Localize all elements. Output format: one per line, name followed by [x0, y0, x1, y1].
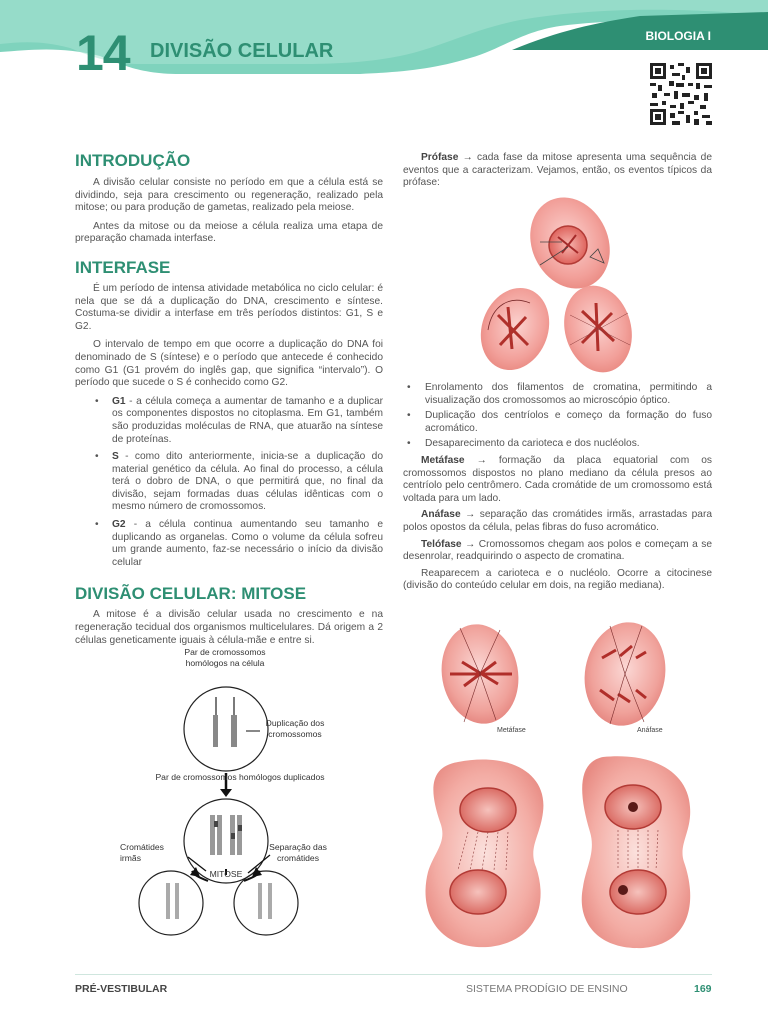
interfase-paragraph-1: É um período de intensa atividade metabólica no ciclo celular: é nela que se dá a duplicação do DNA, crescimento e síntese. Costuma-se dividir a interfase em três períodos distintos: G1, S e G2.	[75, 282, 383, 332]
telophase-illustration	[418, 752, 718, 952]
label-line: cromossomos	[268, 728, 322, 739]
metafase-paragraph	[403, 455, 712, 505]
qr-code-icon[interactable]	[650, 63, 712, 125]
interfase-heading: INTERFASE	[75, 257, 171, 277]
arrow-icon: →	[465, 538, 476, 550]
label-line: irmãs	[120, 852, 142, 863]
chapter-number: 14	[76, 25, 130, 81]
chapter-title: DIVISÃO CELULAR	[150, 40, 334, 62]
footer-center: SISTEMA PRODÍGIO DE ENSINO	[466, 983, 628, 995]
prophase-illustration	[470, 195, 640, 385]
telofase-paragraph	[403, 539, 712, 564]
subject-label: BIOLOGIA I	[645, 29, 711, 43]
label-duplicated-pair: Par de cromossomos homólogos duplicados	[155, 772, 325, 782]
list-item	[112, 396, 383, 446]
arrow-icon: →	[476, 454, 487, 466]
footer-divider	[75, 974, 712, 975]
anafase-paragraph	[403, 509, 712, 534]
label-line: homólogos na célula	[185, 657, 265, 668]
intro-paragraph-1: A divisão celular consiste no período em que a célula está se dividindo, seja para crescimento ou regeneração, realizado pela mitose; ou para produção de gametas, realizado pela meiose.	[75, 177, 383, 214]
phase-text: - a célula começa a aumentar de tamanho e a duplicar os componentes dispostos no citoplasma. Em G1, também são produzidas moléculas de RNA, que atuarão na síntese de proteínas.	[112, 395, 383, 445]
list-item	[112, 519, 383, 569]
mitose-heading: DIVISÃO CELULAR: MITOSE	[75, 584, 307, 604]
label-mitose: MITOSE	[209, 869, 243, 879]
label-homologous-pair	[165, 647, 285, 668]
anafase-term: Anáfase	[421, 509, 461, 521]
phase-term: G1	[112, 395, 126, 407]
right-column	[403, 152, 712, 190]
phase-text: - a célula continua aumentando seu tamanho e duplicando as organelas. Como o volume da célula sofreu um grande aumento, faz-se necessário o início da divisão celular	[112, 519, 383, 568]
list-item: • Duplicação dos centríolos e começo da formação do fuso acromático.	[425, 410, 712, 435]
label-line: Cromátides	[120, 842, 164, 852]
profase-term: Prófase	[421, 152, 459, 163]
label-line: Separação das	[269, 842, 327, 852]
profase-list	[403, 382, 712, 451]
phase-list	[75, 396, 383, 570]
phase-term: S	[112, 451, 119, 463]
label-duplication	[255, 718, 335, 739]
label-line: cromátides	[276, 852, 320, 863]
right-column-continued	[403, 382, 712, 593]
profase-paragraph	[403, 152, 712, 190]
telofase-term: Telófase	[421, 538, 462, 550]
phase-term: G2	[112, 519, 126, 531]
arrow-icon: →	[462, 152, 473, 163]
label-line: Duplicação dos	[265, 718, 325, 728]
mitosis-diagram-drawing	[120, 645, 360, 945]
page-number: 169	[694, 983, 712, 995]
label-chromatid-separation	[258, 842, 338, 863]
list-item: • Enrolamento dos filamentos de cromatina, permitindo a visualização dos cromossomos ao microscópio óptico.	[425, 382, 712, 407]
figure-label-metafase: Metáfase	[497, 727, 526, 734]
mitosis-diagram	[120, 645, 360, 945]
label-sister-chromatids	[120, 842, 180, 863]
intro-paragraph-2: Antes da mitose ou da meiose a célula realiza uma etapa de preparação chamada interfase.	[75, 220, 383, 245]
anafase-text: separação das cromátides irmãs, arrastadas para polos opostos da célula, pelas fibras do fuso acromático.	[403, 509, 712, 533]
metafase-text: formação da placa equatorial com os cromossomos dispostos no plano mediano da célula presos ao centríolo pelo centrômero. Cada cromátide de um cromossomo está voltada para um lado.	[403, 454, 712, 504]
list-item: • Desaparecimento da carioteca e dos nucléolos.	[425, 438, 712, 451]
left-column	[75, 150, 383, 647]
metaphase-anaphase-illustration	[430, 618, 690, 743]
label-line: Par de cromossomos	[184, 647, 266, 657]
profase-text: cada fase da mitose apresenta uma sequência de eventos que a caracterizam. Vejamos, então, os eventos típicos da prófase:	[403, 152, 713, 189]
figure-label-anafase: Anáfase	[637, 727, 663, 734]
footer-left: PRÉ-VESTIBULAR	[75, 983, 168, 995]
metafase-term: Metáfase	[421, 454, 465, 466]
phase-text: - como dito anteriormente, inicia-se a duplicação do material genético da célula. Ao final do processo, a célula terá o dobro de DNA, o que permitirá que, no final da divisão, sejam formadas duas células idênticas com o mesmo número de cromossomos.	[112, 451, 383, 513]
list-item	[112, 451, 383, 514]
mitose-paragraph-1: A mitose é a divisão celular usada no crescimento e na regeneração tecidual dos organismos multicelulares. Dá origem a 2 células geneticamente iguais à célula-mãe e entre si.	[75, 609, 383, 646]
telofase-text: Cromossomos chegam aos polos e começam a se desenrolar, readquirindo o aspecto de cromatina.	[403, 538, 712, 563]
telofase-paragraph-2: Reaparecem a carioteca e o nucléolo. Ocorre a citocinese (divisão do conteúdo celular em dois, na região mediana).	[403, 567, 712, 592]
arrow-icon: →	[465, 509, 476, 521]
interfase-paragraph-2: O intervalo de tempo em que ocorre a duplicação do DNA foi denominado de S (síntese) e o período que antecede é conhecido como G1 (G1 provém do inglês gap, que significa “intervalo”). O período que sucede o S é conhecido como G2.	[75, 339, 383, 389]
intro-heading: INTRODUÇÃO	[75, 151, 191, 170]
